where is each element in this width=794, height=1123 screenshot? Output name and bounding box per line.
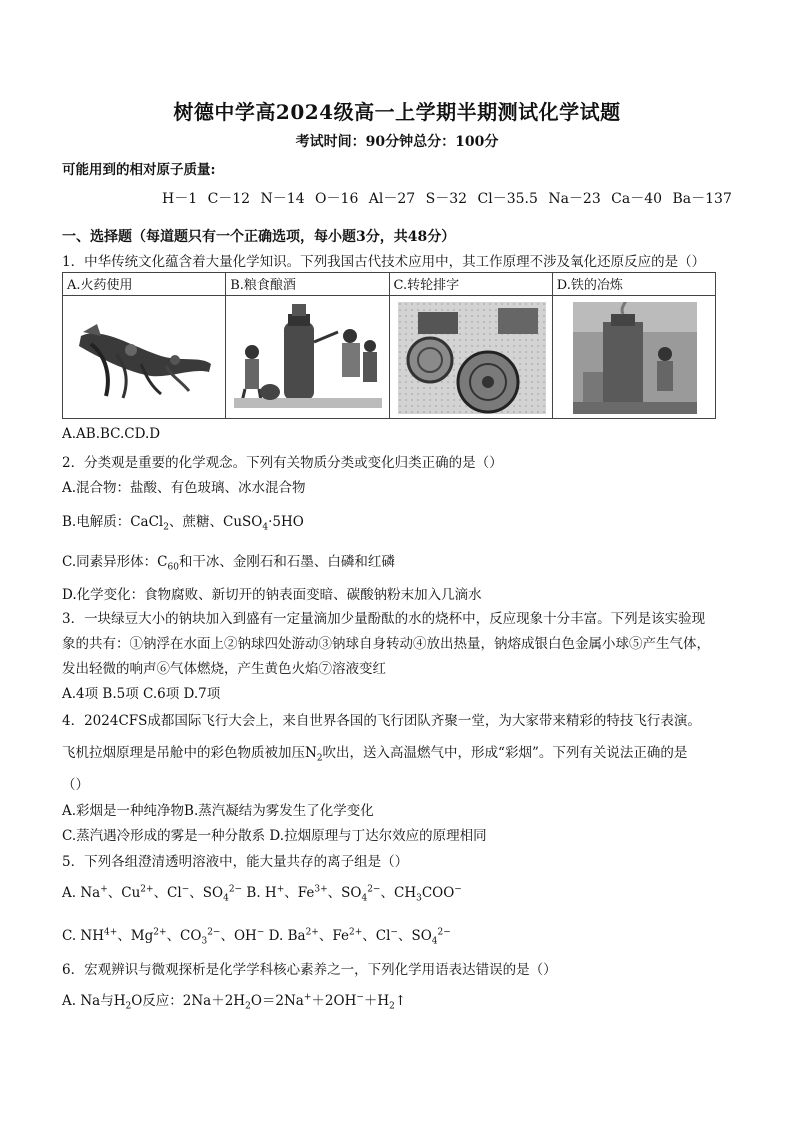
type-wheel-image <box>398 302 546 414</box>
gunpowder-rocket-image <box>71 306 219 406</box>
option-b-image-cell <box>226 296 389 419</box>
option-a-image-cell <box>63 296 226 419</box>
question-2-option-b: B.电解质：CaCl$_2$、蔗糖、CuSO$_4$·5HO <box>62 514 304 533</box>
iron-smelting-image <box>573 302 697 414</box>
atomic-mass-label: 可能用到的相对原子质量: <box>62 162 216 178</box>
question-2-option-a: A.混合物：盐酸、有色玻璃、冰水混合物 <box>62 480 306 496</box>
atomic-mass-values: H－1 C－12 N－14 O－16 Al－27 S－32 Cl－35.5 Na－23 Ca－40 Ba－137 <box>162 191 732 207</box>
question-3-line-1: 3．一块绿豆大小的钠块加入到盛有一定量滴加少量酚酞的水的烧杯中，反应现象十分丰富。下列是该实验现 <box>62 611 706 627</box>
question-1-table <box>62 272 716 419</box>
option-d-label: D.铁的冶炼 <box>552 273 715 296</box>
question-3-line-2: 象的共有：①钠浮在水面上②钠球四处游动③钠球自身转动④放出热量，钠熔成银白色金属小球⑤产生气体， <box>62 636 710 652</box>
question-4-options-cd: C.蒸汽遇冷形成的雾是一种分散系 D.拉烟原理与丁达尔效应的原理相同 <box>62 828 487 844</box>
option-a-label: A.火药使用 <box>63 273 226 296</box>
question-5-options-ab: A. Na+、$Cu^{2+}$、Cl−、$SO_4^{2-}$ B. H+、$Fe^{3+}$、$SO_4^{2-}$、$CH_3COO^-$ <box>62 884 462 904</box>
question-3-options: A.4项 B.5项 C.6项 D.7项 <box>62 686 221 702</box>
question-4-line-1: 4．2024CFS成都国际飞行大会上，来自世界各国的飞行团队齐聚一堂，为大家带来精彩的特技飞行表演。 <box>62 713 701 729</box>
question-1-stem: 1．中华传统文化蕴含着大量化学知识。下列我国古代技术应用中，其工作原理不涉及氧化还原反应的是（） <box>62 254 706 270</box>
question-6-stem: 6．宏观辨识与微观探析是化学学科核心素养之一，下列化学用语表达错误的是（） <box>62 962 557 978</box>
question-5-options-cd: C. $NH^{4+}$、$Mg^{2+}$、$CO_3^{2-}$、OH− D. $Ba^{2+}$、$Fe^{2+}$、Cl−、$SO_4^{2-}$ <box>62 927 451 947</box>
exam-info: 考试时间：90分钟总分：100分 <box>295 134 499 150</box>
option-c-label: C.转轮排字 <box>389 273 552 296</box>
question-4-line-2: 飞机拉烟原理是吊舱中的彩色物质被加压$N_2$吹出，送入高温燃气中，形成“彩烟”。下列有关说法正确的是 <box>62 745 688 764</box>
option-b-label: B.粮食酿酒 <box>226 273 389 296</box>
question-4-line-3: （） <box>62 777 89 793</box>
question-3-line-3: 发出轻微的响声⑥气体燃烧，产生黄色火焰⑦溶液变红 <box>62 661 386 677</box>
question-1-answers: A.AB.BC.CD.D <box>62 426 161 442</box>
section-title: 一、选择题（每道题只有一个正确选项，每小题3分，共48分） <box>62 229 456 245</box>
question-5-stem: 5．下列各组澄清透明溶液中，能大量共存的离子组是（） <box>62 854 409 870</box>
question-2-stem: 2．分类观是重要的化学观念。下列有关物质分类或变化归类正确的是（） <box>62 455 503 471</box>
wine-brewing-image <box>232 302 384 412</box>
question-2-option-c: C.同素异形体：$C_{60}$和干冰、金刚石和石墨、白磷和红磷 <box>62 554 395 573</box>
question-4-options-ab: A.彩烟是一种纯净物B.蒸汽凝结为雾发生了化学变化 <box>62 803 374 819</box>
question-2-option-d: D.化学变化：食物腐败、新切开的钠表面变暗、碳酸钠粉末加入几滴水 <box>62 587 482 603</box>
question-6-option-a: A. Na与$H_2O$反应：$2Na+2H_2O=2Na^++2OH^-+H_2↑$ <box>62 992 407 1012</box>
exam-title: 树德中学高2024级高一上学期半期测试化学试题 <box>173 100 621 124</box>
option-c-image-cell <box>389 296 552 419</box>
option-d-image-cell <box>552 296 715 419</box>
